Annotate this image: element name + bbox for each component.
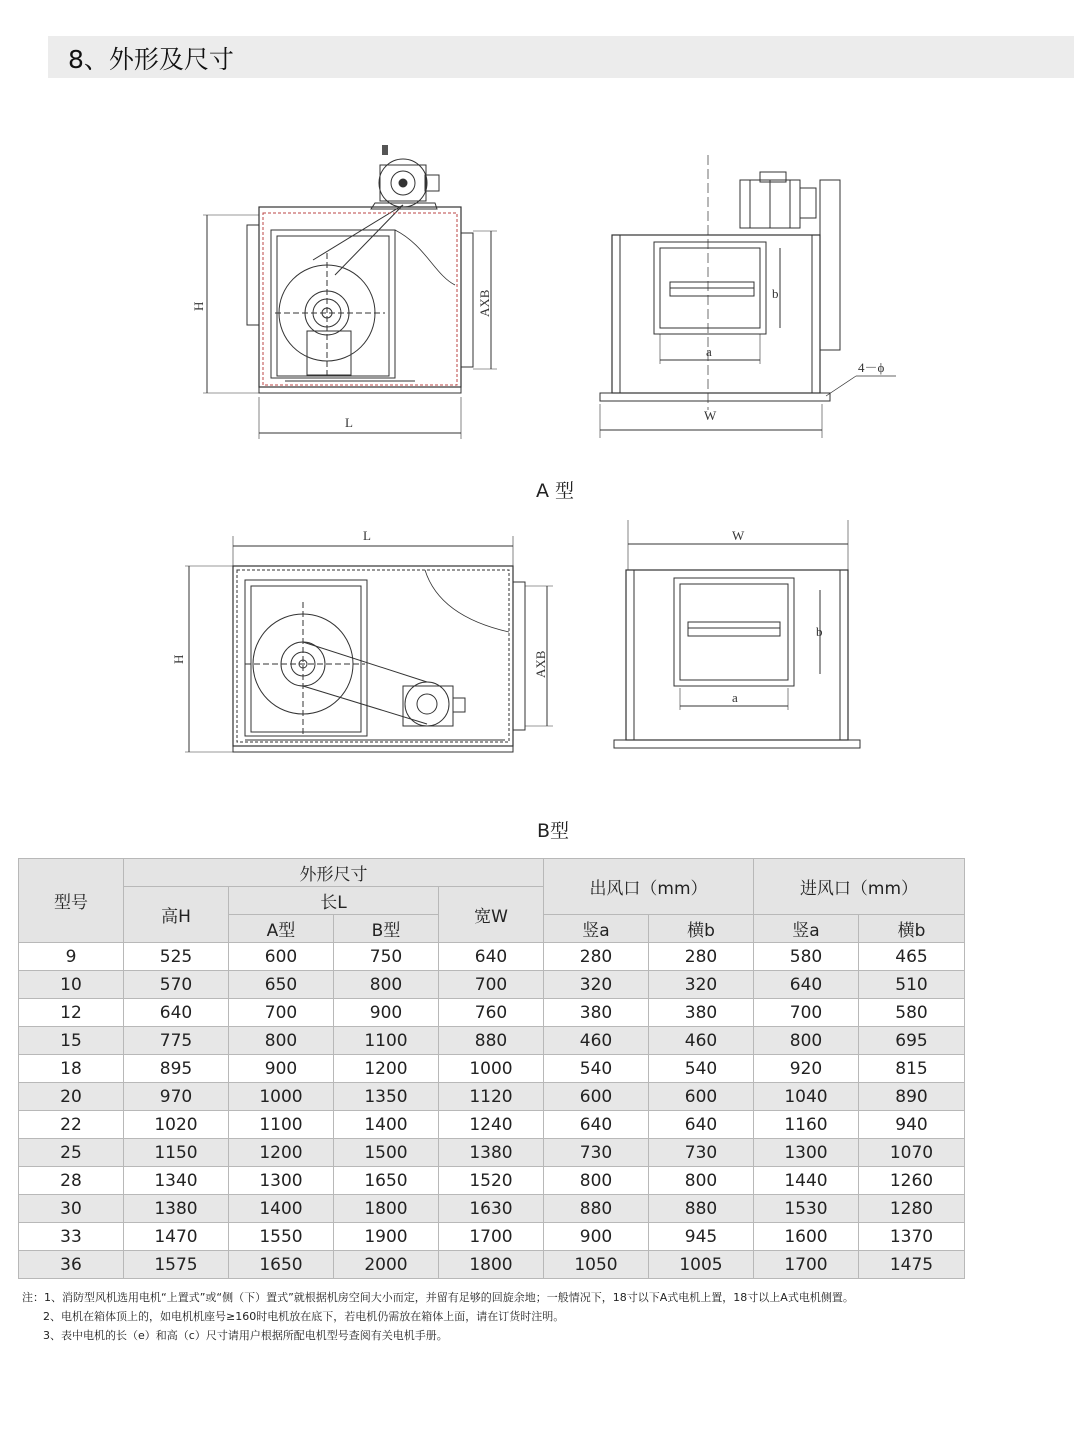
value-cell: 280 — [544, 943, 649, 971]
drawing-b-l-label: L — [363, 528, 371, 543]
value-cell: 800 — [649, 1167, 754, 1195]
note-1: 注：1、消防型风机选用电机“上置式”或“侧（下）置式”就根据机房空间大小而定，并留有足够的回旋余地；一般情况下，18寸以下A式电机上置，18寸以上A式电机侧置。 — [22, 1291, 854, 1304]
value-cell: 800 — [754, 1027, 859, 1055]
value-cell: 970 — [124, 1083, 229, 1111]
value-cell: 800 — [544, 1167, 649, 1195]
value-cell: 320 — [544, 971, 649, 999]
value-cell: 1440 — [754, 1167, 859, 1195]
table-row — [19, 1195, 965, 1223]
model-cell: 28 — [19, 1167, 124, 1195]
header-inlet-horiz-b: 横b — [859, 915, 965, 943]
value-cell: 1575 — [124, 1251, 229, 1279]
drawing-b-axb-label: AXB — [533, 650, 548, 678]
value-cell: 700 — [229, 999, 334, 1027]
value-cell: 1200 — [229, 1139, 334, 1167]
value-cell: 1380 — [439, 1139, 544, 1167]
value-cell: 1900 — [334, 1223, 439, 1251]
drawing-b-side-view — [165, 522, 565, 782]
header-length: 长L — [229, 887, 439, 915]
value-cell: 580 — [754, 943, 859, 971]
value-cell: 890 — [859, 1083, 965, 1111]
value-cell: 815 — [859, 1055, 965, 1083]
value-cell: 775 — [124, 1027, 229, 1055]
value-cell: 880 — [439, 1027, 544, 1055]
model-cell: 18 — [19, 1055, 124, 1083]
table-row — [19, 1055, 965, 1083]
section-title: 8、外形及尺寸 — [68, 45, 234, 74]
value-cell: 1380 — [124, 1195, 229, 1223]
value-cell: 540 — [544, 1055, 649, 1083]
table-row — [19, 1139, 965, 1167]
model-cell: 33 — [19, 1223, 124, 1251]
header-model: 型号 — [19, 859, 124, 943]
value-cell: 730 — [649, 1139, 754, 1167]
table-row — [19, 1223, 965, 1251]
value-cell: 1070 — [859, 1139, 965, 1167]
value-cell: 1100 — [334, 1027, 439, 1055]
value-cell: 600 — [544, 1083, 649, 1111]
value-cell: 1400 — [334, 1111, 439, 1139]
value-cell: 640 — [439, 943, 544, 971]
model-cell: 36 — [19, 1251, 124, 1279]
value-cell: 1350 — [334, 1083, 439, 1111]
header-width: 宽W — [439, 887, 544, 943]
drawing-a-axb-label: AXB — [477, 289, 492, 317]
value-cell: 1400 — [229, 1195, 334, 1223]
model-cell: 25 — [19, 1139, 124, 1167]
value-cell: 730 — [544, 1139, 649, 1167]
value-cell: 700 — [439, 971, 544, 999]
drawing-b-a-label: a — [732, 690, 738, 705]
value-cell: 1280 — [859, 1195, 965, 1223]
drawing-b-b-label: b — [816, 624, 823, 639]
value-cell: 1000 — [439, 1055, 544, 1083]
value-cell: 380 — [544, 999, 649, 1027]
value-cell: 1120 — [439, 1083, 544, 1111]
value-cell: 460 — [544, 1027, 649, 1055]
header-outlet-horiz-b: 横b — [649, 915, 754, 943]
table-row — [19, 1027, 965, 1055]
header-outlet: 出风口（mm） — [544, 859, 754, 915]
table-row — [19, 971, 965, 999]
value-cell: 760 — [439, 999, 544, 1027]
dimension-table — [18, 858, 965, 1279]
value-cell: 1550 — [229, 1223, 334, 1251]
value-cell: 2000 — [334, 1251, 439, 1279]
value-cell: 1630 — [439, 1195, 544, 1223]
value-cell: 540 — [649, 1055, 754, 1083]
value-cell: 1300 — [754, 1139, 859, 1167]
value-cell: 640 — [124, 999, 229, 1027]
value-cell: 1100 — [229, 1111, 334, 1139]
header-inlet-vert-a: 竖a — [754, 915, 859, 943]
table-row — [19, 1167, 965, 1195]
drawing-b-w-label: W — [732, 528, 745, 543]
value-cell: 1530 — [754, 1195, 859, 1223]
value-cell: 1050 — [544, 1251, 649, 1279]
model-cell: 9 — [19, 943, 124, 971]
drawing-a-w-label: W — [704, 408, 717, 423]
notes — [22, 1288, 854, 1345]
table-row — [19, 1083, 965, 1111]
table-row — [19, 999, 965, 1027]
model-cell: 22 — [19, 1111, 124, 1139]
value-cell: 570 — [124, 971, 229, 999]
drawing-b-h-label: H — [171, 654, 186, 664]
note-2: 2、电机在箱体顶上的，如电机机座号≥160时电机放在底下，若电机仍需放在箱体上面，请在订货时注明。 — [43, 1310, 565, 1323]
model-cell: 20 — [19, 1083, 124, 1111]
value-cell: 945 — [649, 1223, 754, 1251]
value-cell: 380 — [649, 999, 754, 1027]
value-cell: 580 — [859, 999, 965, 1027]
drawing-a-front-view — [590, 150, 910, 450]
model-cell: 10 — [19, 971, 124, 999]
drawing-a-a-label: a — [706, 344, 712, 359]
header-length-a: A型 — [229, 915, 334, 943]
header-outline: 外形尺寸 — [124, 859, 544, 887]
value-cell: 1040 — [754, 1083, 859, 1111]
value-cell: 1800 — [334, 1195, 439, 1223]
header-height: 高H — [124, 887, 229, 943]
model-cell: 30 — [19, 1195, 124, 1223]
value-cell: 280 — [649, 943, 754, 971]
section-header — [48, 36, 1074, 78]
value-cell: 1520 — [439, 1167, 544, 1195]
value-cell: 1340 — [124, 1167, 229, 1195]
value-cell: 900 — [334, 999, 439, 1027]
value-cell: 900 — [229, 1055, 334, 1083]
value-cell: 525 — [124, 943, 229, 971]
table-row — [19, 1111, 965, 1139]
note-3: 3、表中电机的长（e）和高（c）尺寸请用户根据所配电机型号查阅有关电机手册。 — [43, 1329, 448, 1342]
value-cell: 1650 — [229, 1251, 334, 1279]
drawing-a-b-label: b — [772, 286, 779, 301]
value-cell: 800 — [229, 1027, 334, 1055]
drawing-b-caption: B型 — [537, 820, 570, 842]
value-cell: 1370 — [859, 1223, 965, 1251]
value-cell: 1260 — [859, 1167, 965, 1195]
value-cell: 465 — [859, 943, 965, 971]
header-outlet-vert-a: 竖a — [544, 915, 649, 943]
value-cell: 880 — [649, 1195, 754, 1223]
value-cell: 1200 — [334, 1055, 439, 1083]
value-cell: 1000 — [229, 1083, 334, 1111]
value-cell: 1500 — [334, 1139, 439, 1167]
value-cell: 1470 — [124, 1223, 229, 1251]
value-cell: 600 — [649, 1083, 754, 1111]
value-cell: 320 — [649, 971, 754, 999]
value-cell: 650 — [229, 971, 334, 999]
value-cell: 1005 — [649, 1251, 754, 1279]
model-cell: 15 — [19, 1027, 124, 1055]
drawing-a-caption: A 型 — [536, 480, 575, 502]
value-cell: 940 — [859, 1111, 965, 1139]
value-cell: 800 — [334, 971, 439, 999]
value-cell: 700 — [754, 999, 859, 1027]
value-cell: 1240 — [439, 1111, 544, 1139]
value-cell: 920 — [754, 1055, 859, 1083]
header-inlet: 进风口（mm） — [754, 859, 965, 915]
value-cell: 1020 — [124, 1111, 229, 1139]
value-cell: 895 — [124, 1055, 229, 1083]
value-cell: 460 — [649, 1027, 754, 1055]
model-cell: 12 — [19, 999, 124, 1027]
value-cell: 1160 — [754, 1111, 859, 1139]
drawing-a-side-view — [185, 135, 515, 455]
header-length-b: B型 — [334, 915, 439, 943]
value-cell: 1150 — [124, 1139, 229, 1167]
value-cell: 600 — [229, 943, 334, 971]
value-cell: 1700 — [754, 1251, 859, 1279]
value-cell: 1650 — [334, 1167, 439, 1195]
value-cell: 640 — [649, 1111, 754, 1139]
value-cell: 900 — [544, 1223, 649, 1251]
value-cell: 1800 — [439, 1251, 544, 1279]
value-cell: 695 — [859, 1027, 965, 1055]
table-row — [19, 943, 965, 971]
value-cell: 510 — [859, 971, 965, 999]
drawing-a-hole-label: 4－ϕ — [858, 360, 885, 375]
value-cell: 1600 — [754, 1223, 859, 1251]
value-cell: 750 — [334, 943, 439, 971]
drawing-a-h-label: H — [191, 301, 206, 311]
value-cell: 1475 — [859, 1251, 965, 1279]
value-cell: 1700 — [439, 1223, 544, 1251]
value-cell: 640 — [754, 971, 859, 999]
drawing-b-front-view — [608, 518, 868, 758]
table-row — [19, 1251, 965, 1279]
value-cell: 640 — [544, 1111, 649, 1139]
value-cell: 880 — [544, 1195, 649, 1223]
drawing-a-l-label: L — [345, 415, 353, 430]
value-cell: 1300 — [229, 1167, 334, 1195]
